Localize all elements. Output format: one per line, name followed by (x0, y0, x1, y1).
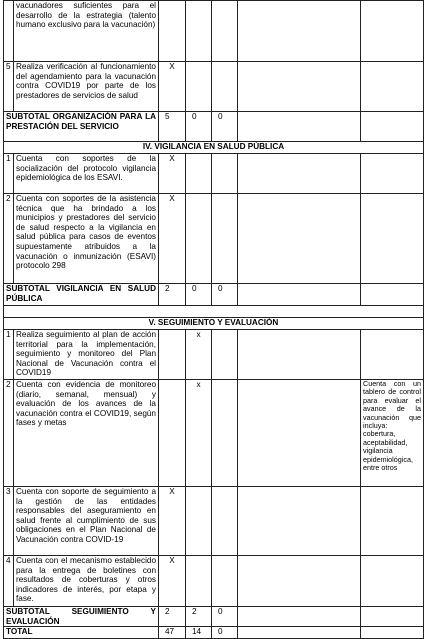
table-row (4, 154, 424, 194)
table-row-continuation (4, 1, 424, 62)
check-mark: X (159, 62, 186, 112)
item-description: Realiza verificación al funcionamiento del agendamiento para la vacunación contra COVID19 por parte de los prestadores de servicios de salud (14, 62, 159, 112)
table-row (4, 380, 424, 487)
subtotal-value: 2 (159, 607, 186, 627)
item-description: Cuenta con soporte de seguimiento a la gestión de las entidades responsables del aseguramiento en salud frente al cumplimiento de sus obligaciones en el Plan Nacional de Vacunación contra COVID-19 (14, 487, 159, 556)
total-value: 14 (186, 627, 212, 639)
item-number: 4 (4, 556, 14, 607)
subtotal-value: 5 (159, 112, 186, 142)
table-row (4, 487, 424, 556)
item-number: 2 (4, 380, 14, 487)
item-description: Cuenta con soportes de la asistencia técnica que ha brindado a los municipios y prestadores del servicio de salud respecto a la vigilancia en salud pública para casos de eventos supuestamente atribuidos a la vacunación o inmunización (ESAVI) protocolo 298 (14, 194, 159, 284)
subtotal-value: 0 (212, 112, 238, 142)
check-mark: X (159, 556, 186, 607)
section-title: IV. VIGILANCIA EN SALUD PÚBLICA (4, 142, 424, 154)
subtotal-value: 0 (186, 112, 212, 142)
total-value: 0 (212, 627, 238, 639)
item-number: 5 (4, 62, 14, 112)
subtotal-value: 2 (159, 284, 186, 306)
check-mark: X (159, 194, 186, 284)
section-header-row (4, 142, 424, 154)
item-description: Cuenta con soportes de la socialización del protocolo vigilancia epidemiológica de los ESAVI. (14, 154, 159, 194)
subtotal-row (4, 112, 424, 142)
item-number: 1 (4, 330, 14, 380)
item-number: 1 (4, 154, 14, 194)
item-number: 2 (4, 194, 14, 284)
section-title: V. SEGUIMIENTO Y EVALUACIÓN (4, 318, 424, 330)
checklist-table (3, 0, 424, 639)
subtotal-label: SUBTOTAL VIGILANCIA EN SALUD PÚBLICA (4, 284, 159, 306)
observation-note: Cuenta con un tablero de control para evaluar el avance de la vacunación que incluya: cobertura, aceptabilidad, vigilancia epidemiológica, entre otros (361, 380, 424, 487)
check-mark: X (159, 154, 186, 194)
subtotal-value: 0 (212, 607, 238, 627)
table-row (4, 330, 424, 380)
item-description: vacunadores suficientes para el desarrollo de la estrategia (talento humano exclusivo para la vacunación) (14, 1, 159, 62)
table-row (4, 62, 424, 112)
item-number: 3 (4, 487, 14, 556)
check-mark: x (186, 330, 212, 380)
check-mark: x (186, 380, 212, 487)
item-description: Cuenta con el mecanismo establecido para la entrega de boletines con resultados de coberturas y otros indicadores de interés, por etapa y fase. (14, 556, 159, 607)
table-row (4, 194, 424, 284)
subtotal-value: 0 (186, 284, 212, 306)
subtotal-label: SUBTOTAL SEGUIMIENTO Y EVALUACIÓN (4, 607, 159, 627)
subtotal-row (4, 607, 424, 627)
item-description: Cuenta con evidencia de monitoreo (diario, semanal, mensual) y evaluación de los avances de la vacunación contra el COVID19, según fases y metas (14, 380, 159, 487)
subtotal-label: SUBTOTAL ORGANIZACIÓN PARA LA PRESTACIÓN DEL SERVICIO (4, 112, 159, 142)
check-mark: X (159, 487, 186, 556)
section-header-row (4, 318, 424, 330)
total-value: 47 (159, 627, 186, 639)
item-description: Realiza seguimiento al plan de acción territorial para la implementación, seguimiento y monitoreo del Plan Nacional de Vacunación contra el COVID19 (14, 330, 159, 380)
total-row (4, 627, 424, 639)
subtotal-row (4, 284, 424, 306)
spacer-row (4, 306, 424, 318)
table-row (4, 556, 424, 607)
total-label: TOTAL (4, 627, 159, 639)
subtotal-value: 0 (212, 284, 238, 306)
subtotal-value: 2 (186, 607, 212, 627)
